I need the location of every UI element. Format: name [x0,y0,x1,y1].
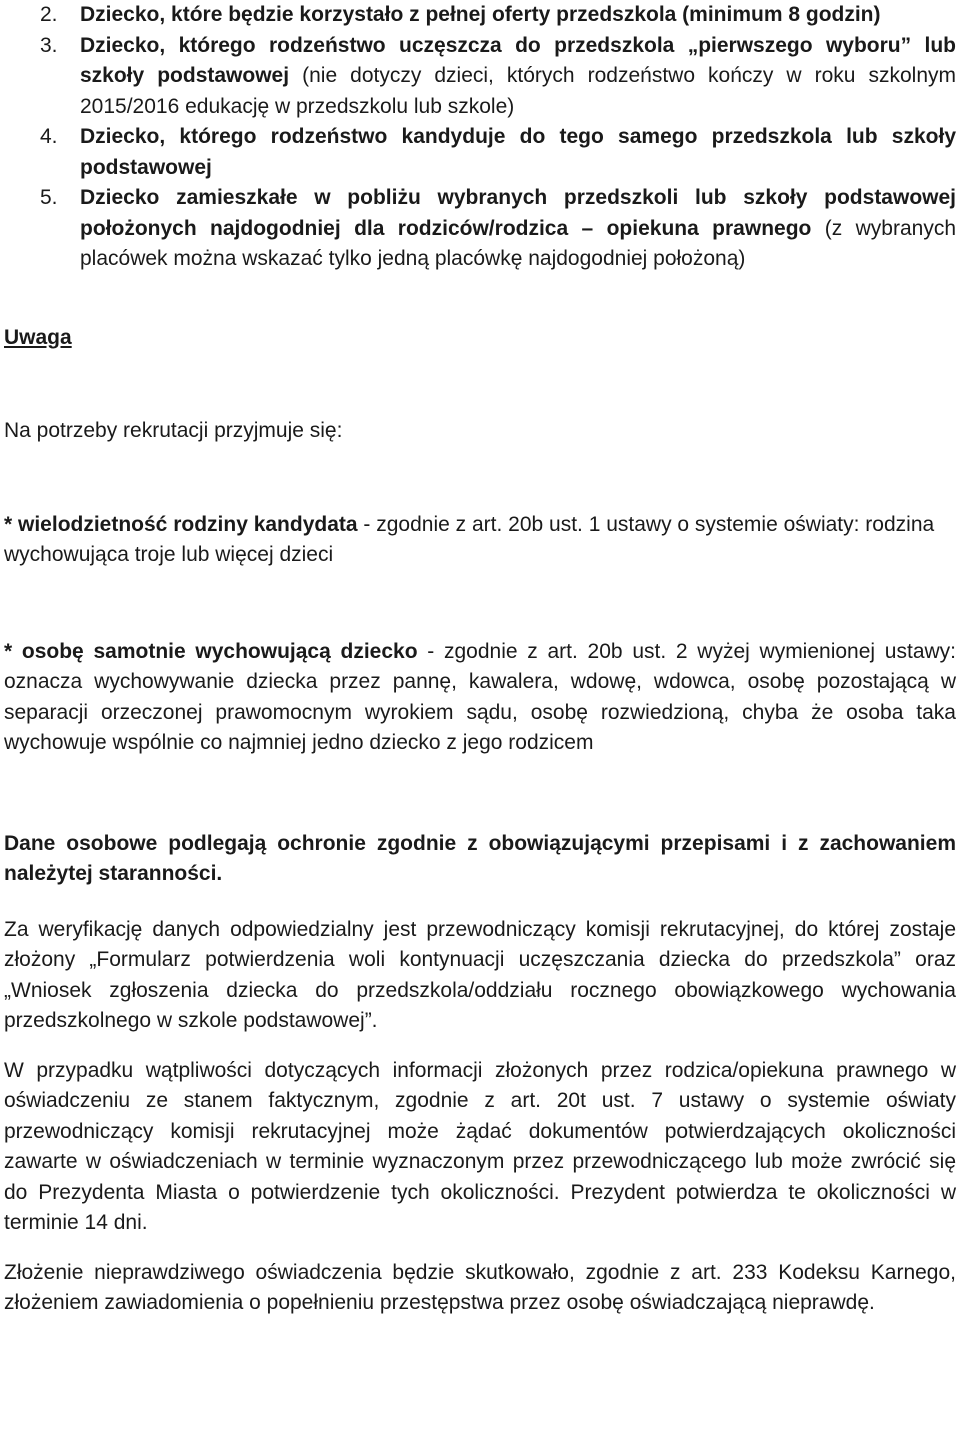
criteria-text: (z wybranych placówek można wskazać tylko jedną placówkę najdogodniej położoną) [80,216,956,270]
criteria-text-bold: Dziecko zamieszkałe w pobliżu wybranych przedszkoli lub szkoły podstawowej położonych najdogodniej dla rodziców/rodzica – opiekuna prawnego [80,186,956,240]
criteria-item-2 [4,0,956,31]
criteria-item-3 [4,31,956,123]
verification-paragraph: Za weryfikację danych odpowiedzialny jest przewodniczący komisji rekrutacyjnej, do której zostaje złożony „Formularz potwierdzenia woli kontynuacji uczęszczania dziecka do przedszkola” oraz „Wniosek zgłoszenia dziecka do przedszkola/oddziału rocznego obowiązkowego wychowania przedszkolnego w szkole podstawowej”. [4,917,956,1032]
definition-large-family [4,510,956,571]
definition-term: * wielodzietność rodziny kandydata [4,512,358,536]
definition-text: - zgodnie z art. 20b ust. 2 wyżej wymienionej ustawy: oznacza wychowywanie dziecka przez pannę, kawalera, wdowę, wdowca, osobę pozostającą w separacji orzeczonej prawomocnym wyrokiem sądu, osobę rozwiedzioną, chyba że osoba taka wychowuje wspólnie co najmniej jedno dziecko z jego rodzicem [4,639,956,754]
criteria-list [4,0,956,275]
doubts-paragraph: W przypadku wątpliwości dotyczących informacji złożonych przez rodzica/opiekuna prawnego w oświadczeniu ze stanem faktycznym, zgodnie z art. 20t ust. 7 ustawy o systemie oświaty przewodniczący komisji rekrutacyjnej może żądać dokumentów potwierdzających okoliczności zawarte w oświadczeniach w terminie wyznaczonym przez przewodniczącego lub może zwrócić się do Prezydenta Miasta o potwierdzenie tych okoliczności. Prezydent potwierdza te okoliczności w terminie 14 dni. [4,1058,956,1234]
document-page [4,0,956,1319]
criteria-text-bold: Dziecko, które będzie korzystało z pełnej oferty przedszkola (minimum 8 godzin) [80,3,881,26]
criteria-text: (nie dotyczy dzieci, których rodzeństwo kończy w roku szkolnym 2015/2016 edukację w przedszkolu lub szkole) [80,64,956,118]
criteria-number: 2. [40,3,58,26]
criteria-item-5 [4,183,956,275]
criteria-item-4 [4,122,956,183]
criteria-number: 5. [40,186,58,209]
definition-term: * osobę samotnie wychowującą dziecko [4,639,418,663]
note-heading: Uwaga [4,325,72,349]
criteria-number: 3. [40,33,58,57]
criteria-text-bold: Dziecko, którego rodzeństwo kandyduje do tego samego przedszkola lub szkoły podstawowej [80,125,956,179]
definition-text: - zgodnie z art. 20b ust. 1 ustawy o systemie oświaty: rodzina wychowująca troje lub więcej dzieci [4,512,935,566]
definition-single-parent [4,637,956,759]
data-protection-notice: Dane osobowe podlegają ochronie zgodnie z obowiązującymi przepisami i z zachowaniem należytej staranności. [4,831,956,885]
criteria-text-bold: Dziecko, którego rodzeństwo uczęszcza do przedszkola „pierwszego wyboru” lub szkoły podstawowej [80,33,956,87]
false-statement-paragraph: Złożenie nieprawdziwego oświadczenia będzie skutkowało, zgodnie z art. 233 Kodeksu Karnego, złożeniem zawiadomienia o popełnieniu przestępstwa przez osobę oświadczającą nieprawdę. [4,1260,956,1314]
criteria-number: 4. [40,125,58,148]
definitions-intro: Na potrzeby rekrutacji przyjmuje się: [4,419,343,442]
